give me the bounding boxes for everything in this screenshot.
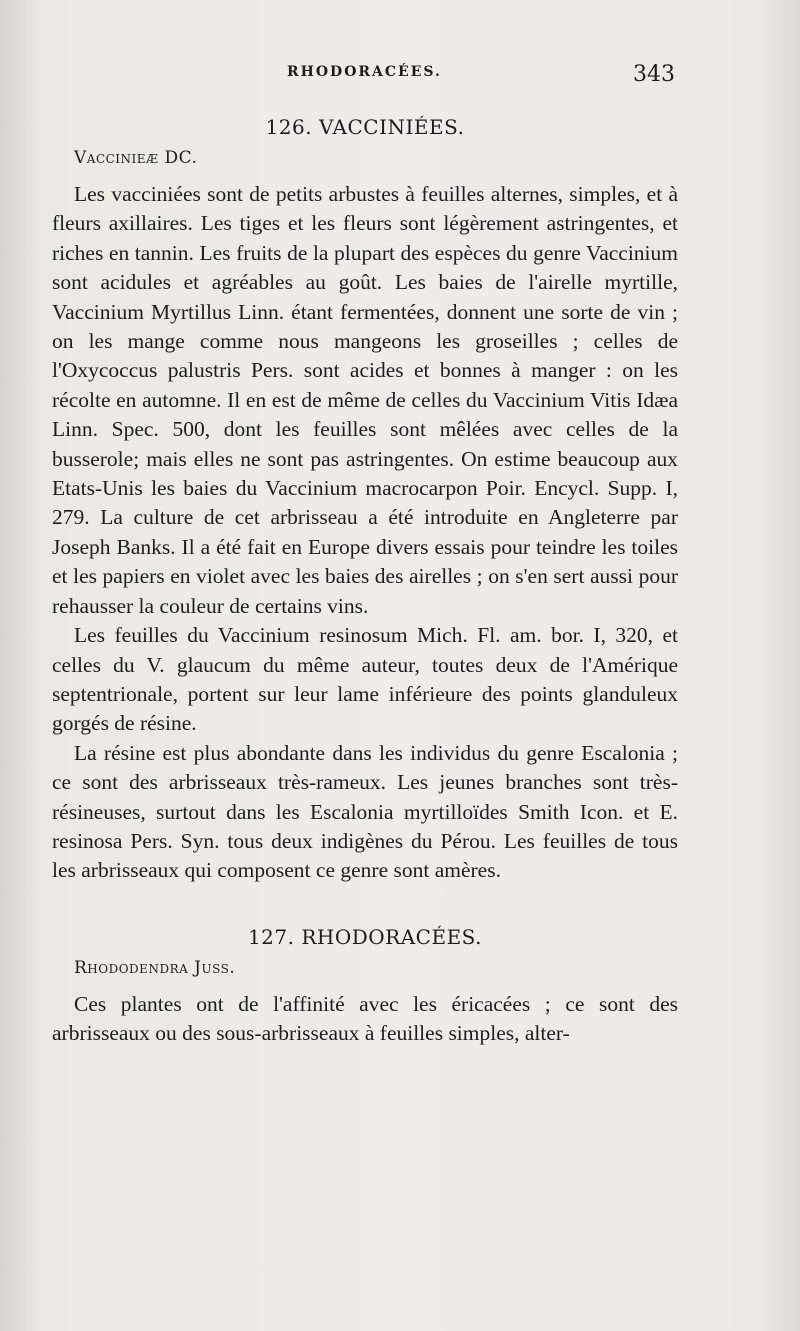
paragraph: Ces plantes ont de l'affinité avec les éricacées ; ce sont des arbrisseaux ou des sous-arbrisseaux à feuilles simples, alter- [52,991,678,1046]
running-header [0,62,800,86]
page-number: 343 [633,62,675,87]
section-vacciniees [52,112,678,886]
section-rhodoracees [52,922,678,1049]
section-heading: 127. RHODORACÉES. [247,924,483,949]
paragraph: Les vacciniées sont de petits arbustes à feuilles alternes, simples, et à fleurs axillaires. Les tiges et les fleurs sont légèrement astringentes, et riches en tannin. Les fruits de la plupart des espèces du genre Vaccinium sont acidules et agréables au goût. Les baies de l'airelle myrtille, Vaccinium Myrtillus Linn. étant fermentées, donnent une sorte de vin ; on les mange comme nous mangeons les groseilles ; celles de l'Oxycoccus palustris Pers. sont acides et bonnes à manger : on les récolte en automne. Il en est de même de celles du Vaccinium Vitis Idæa Linn. Spec. 500, dont les feuilles sont mêlées avec celles de la busserole; mais elles ne sont pas astringentes. On estime beaucoup aux Etats-Unis les baies du Vaccinium macrocarpon Poir. Encycl. Supp. I, 279. La culture de cet arbrisseau a été introduite en Angleterre par Joseph Banks. Il a été fait en Europe divers essais pour teindre les toiles et les papiers en violet avec les baies des airelles ; on s'en sert aussi pour rehausser la couleur de certains vins. [52,182,678,618]
paragraph: Les feuilles du Vaccinium resinosum Mich. Fl. am. bor. I, 320, et celles du V. glaucum du même auteur, toutes deux de l'Amérique septentrionale, portent sur leur lame inférieure des points glanduleux gorgés de résine. [52,623,678,736]
running-title: RHODORACÉES. [287,64,442,80]
page-content [52,112,678,1049]
section-subheading: Rhododendra Juss. [74,957,236,978]
section-subheading: Vaccinieæ DC. [74,148,198,168]
section-heading: 126. VACCINIÉES. [265,115,465,139]
paragraph: La résine est plus abondante dans les individus du genre Escalonia ; ce sont des arbrisseaux très-rameux. Les jeunes branches sont très-résineuses, surtout dans les Escalonia myrtilloïdes Smith Icon. et E. resinosa Pers. Syn. tous deux indigènes du Pérou. Les feuilles de tous les arbrisseaux qui composent ce genre sont amères. [52,740,678,883]
